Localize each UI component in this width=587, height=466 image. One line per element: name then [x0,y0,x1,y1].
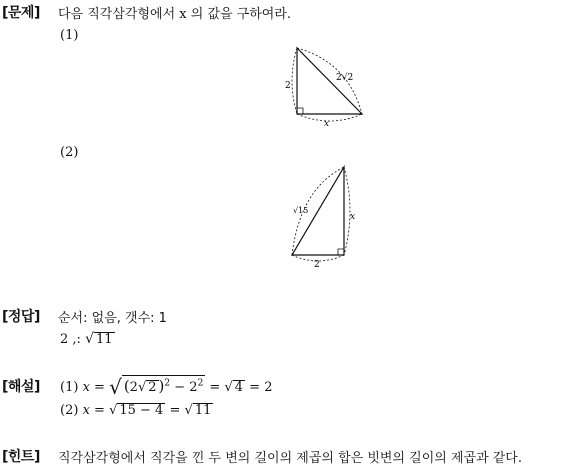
inner-radical-sign: √ [137,380,147,395]
figure-2-right-label: x [350,212,356,222]
answer-line-2-radicand: 11 [95,332,113,347]
right-angle-marker-1 [297,108,303,114]
radical-sign-2: √ [224,380,233,395]
radical-sign-4: √ [184,403,193,418]
figure-1-left-label: 2 [285,81,291,91]
solution-label: [해설] [2,379,40,395]
figure-2-triangle [284,163,360,271]
solution-line-2 [60,403,213,418]
right-angle-marker-2 [338,249,344,255]
exponent: 2 [164,378,171,389]
solution-line-1-number: (1) [60,380,79,395]
left-paren: ( [123,377,130,395]
inner-radicand: 2 [148,380,157,395]
solution-line-2-number: (2) [60,403,79,418]
subtraction-term: − 2 [170,380,198,395]
hint-label: [힌트] [2,449,40,465]
problem-text: 다음 직각삼각형에서 x 의 값을 구하여라. [58,7,292,22]
outer-radical-sign: √ [109,375,122,399]
problem-label: [문제] [2,5,40,21]
answer-line-2-prefix: 2 ,: [60,332,86,347]
inner-coefficient: 2 [129,380,138,395]
sub-problem-2-number: (2) [60,145,79,160]
radical-sign-3: √ [109,403,118,418]
right-paren: ) [158,377,165,395]
solution-line-2-lhs: x = [82,403,110,418]
dimension-arc-right [344,167,350,255]
figure-2-hypotenuse-label: √15 [293,206,309,215]
radicand-15-4: 15 − 4 [119,403,164,418]
exponent-2: 2 [197,378,204,389]
equals: = [205,380,225,395]
hint-text: 직각삼각형에서 직각을 낀 두 변의 길이의 제곱의 합은 빗변의 길이의 제곱과 같다. [58,451,523,466]
equals-2: = [165,403,185,418]
result: = 2 [245,380,273,395]
sub-problem-1-number: (1) [60,28,79,43]
figure-1-hypotenuse-label: 2√2 [336,73,354,83]
radicand-11: 11 [194,403,212,418]
dimension-arc-bottom [297,114,362,121]
solution-line-1-lhs: x = [82,380,110,395]
figure-1-triangle [282,44,370,128]
answer-line-2 [60,331,115,347]
outer-radicand [122,375,205,395]
radicand-4: 4 [234,380,244,395]
dimension-arc-left [292,48,297,114]
answer-label: [정답] [2,309,40,325]
answer-line-1: 순서: 없음, 갯수: 1 [58,311,167,326]
solution-line-1 [60,375,272,399]
radical-sign: √ [85,331,94,347]
figure-1-bottom-label: x [324,119,330,128]
figure-2-bottom-label: 2 [314,260,320,270]
